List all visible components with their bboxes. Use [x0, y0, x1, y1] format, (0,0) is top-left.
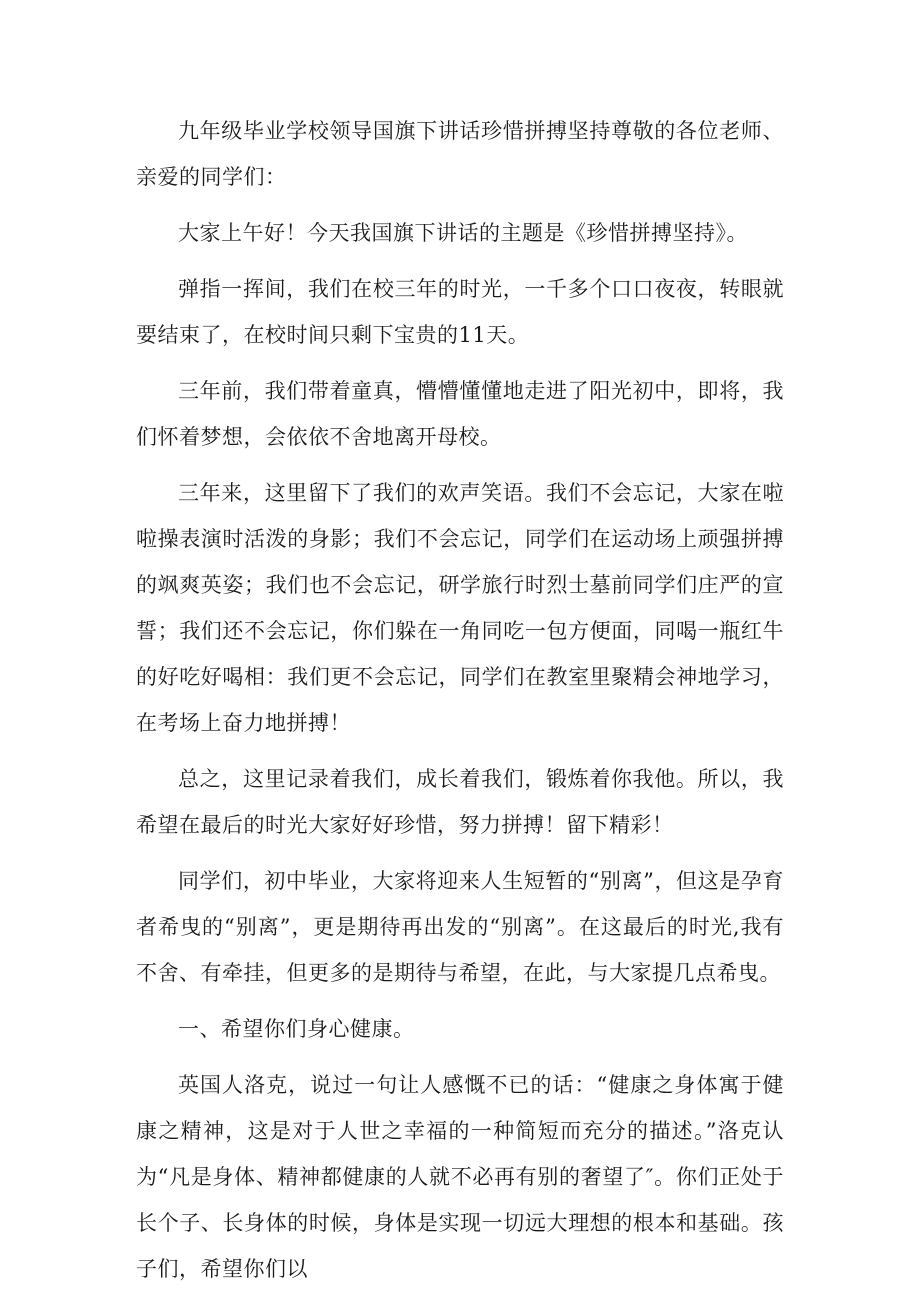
paragraph-farewell: 同学们，初中毕业，大家将迎来人生短暂的“别离”，但这是孕育者希曳的“别离”，更是期待再出发的“别离”。在这最后的时光,我有不舍、有牵挂，但更多的是期待与希望，在此，与大家提几点希曳。 — [136, 869, 784, 985]
paragraph-greeting: 大家上午好！今天我国旗下讲话的主题是《珍惜拼搏坚持》。 — [178, 221, 748, 245]
paragraph-three-years-ago: 三年前，我们带着童真，懵懵懂懂地走进了阳光初中，即将，我们怀着梦想，会依依不舍地离开母校。 — [136, 379, 784, 449]
paragraph-title: 九年级毕业学校领导国旗下讲话珍惜拼搏坚持尊敬的各位老师、亲爱的同学们： — [136, 119, 784, 189]
paragraph-memories: 三年来，这里留下了我们的欢声笑语。我们不会忘记，大家在啦啦操表演时活泼的身影；我们不会忘记，同学们在运动场上顽强拼搏的飒爽英姿；我们也不会忘记，研学旅行时烈士墓前同学们庄严的宣誓；我们还不会忘记，你们躲在一角同吃一包方便面，同喝一瓶红牛的好吃好喝相：我们更不会忘记，同学们在教室里聚精会神地学习，在考场上奋力地拼搏！ — [136, 481, 784, 735]
paragraph-summary: 总之，这里记录着我们，成长着我们，锻炼着你我他。所以，我希望在最后的时光大家好好珍惜，努力拼搏！留下精彩！ — [136, 767, 784, 837]
paragraph-time: 弹指一挥间，我们在校三年的时光，一千多个口口夜夜，转眼就要结束了，在校时间只剩下宝贵的11天。 — [136, 277, 784, 347]
document-body — [136, 108, 784, 1302]
paragraph-locke-quote: 英国人洛克，说过一句让人感慨不已的话：“健康之身体寓于健康之精神，这是对于人世之幸福的一种简短而充分的描述。”洛克认为“凡是身体、精神都健康的人就不必再有别的奢望了″。你们正处于长个子、长身体的时候，身体是实现一切远大理想的根本和基础。孩子们，希望你们以 — [136, 1073, 784, 1281]
paragraph-hope-heading: 一、希望你们身心健康。 — [178, 1017, 415, 1041]
